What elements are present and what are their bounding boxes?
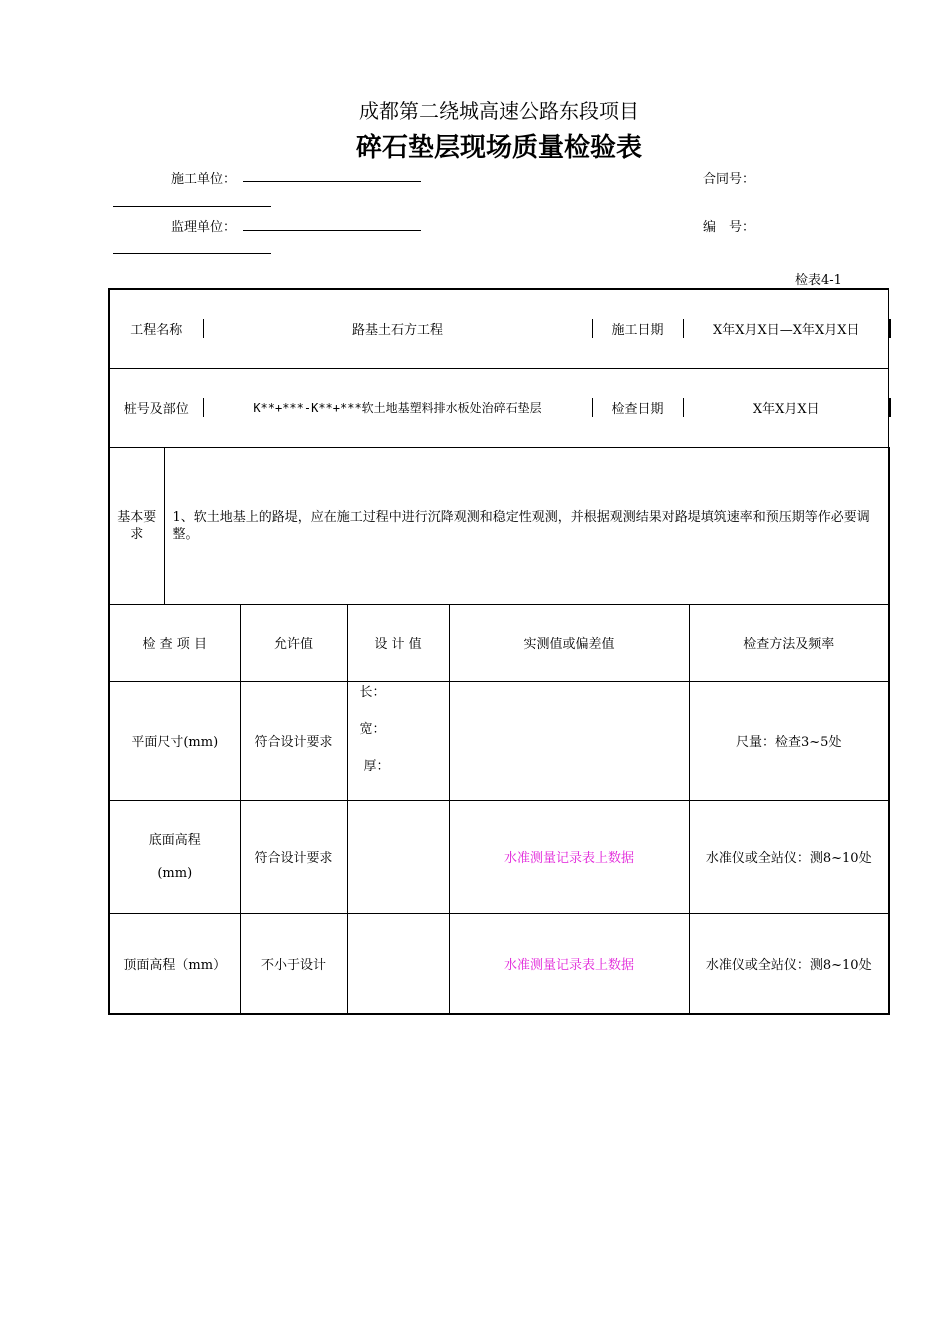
item-plane-size: 平面尺寸(mm): [109, 681, 240, 800]
supervision-unit-label: 监理单位：: [171, 220, 237, 235]
method-value: 水准仪或全站仪：测8~10处: [689, 913, 889, 1014]
design-dimensions[interactable]: [347, 681, 449, 800]
method-value: 尺量：检查3~5处: [689, 681, 889, 800]
table-row: [109, 913, 889, 1014]
measured-value[interactable]: 水准测量记录表上数据: [449, 913, 689, 1014]
item-bottom-elevation-unit: (mm): [157, 865, 193, 881]
construction-unit-field[interactable]: [243, 181, 421, 182]
info-row-station: [109, 368, 889, 447]
design-thickness-label: 厚：: [363, 758, 390, 774]
serial-no-label: 编 号：: [703, 220, 756, 235]
design-value[interactable]: [347, 800, 449, 913]
design-length-label: 长：: [359, 684, 386, 700]
header-design: 设 计 值: [347, 604, 449, 681]
item-bottom-elevation: [109, 800, 240, 913]
inspection-date-label: 检查日期: [592, 398, 683, 417]
inspection-date-value[interactable]: X年X月X日: [683, 398, 890, 417]
header-method: 检查方法及频率: [689, 604, 889, 681]
design-width-label: 宽：: [359, 721, 386, 737]
station-label: 桩号及部位: [110, 398, 203, 417]
page-title: 碎石垫层现场质量检验表: [355, 133, 642, 163]
table-row: [109, 800, 889, 913]
contract-no-field[interactable]: [113, 206, 271, 207]
project-name-label: 工程名称: [110, 319, 203, 338]
requirements-row: [109, 447, 889, 604]
allowed-value: 不小于设计: [240, 913, 347, 1014]
form-number: 检表4-1: [795, 273, 842, 288]
serial-no-field[interactable]: [113, 253, 271, 254]
project-name: 成都第二绕城高速公路东段项目: [359, 99, 639, 123]
requirements-label: 基本要求: [109, 447, 164, 604]
design-value[interactable]: [347, 913, 449, 1014]
contract-no-label: 合同号：: [703, 172, 756, 187]
header-item: 检 查 项 目: [109, 604, 240, 681]
station-value[interactable]: K**+***-K**+***软土地基塑料排水板处治碎石垫层: [203, 398, 592, 417]
construction-date-label: 施工日期: [592, 319, 683, 338]
method-value: 水准仪或全站仪：测8~10处: [689, 800, 889, 913]
inspection-table: [108, 288, 890, 1015]
header-measured: 实测值或偏差值: [449, 604, 689, 681]
allowed-value: 符合设计要求: [240, 800, 347, 913]
table-row: [109, 681, 889, 800]
project-name-value[interactable]: 路基土石方工程: [203, 319, 592, 338]
measured-value[interactable]: 水准测量记录表上数据: [449, 800, 689, 913]
construction-date-value[interactable]: X年X月X日—X年X月X日: [683, 319, 890, 338]
allowed-value: 符合设计要求: [240, 681, 347, 800]
construction-unit-label: 施工单位：: [171, 172, 237, 187]
item-top-elevation: 顶面高程（mm）: [109, 913, 240, 1014]
measured-value[interactable]: [449, 681, 689, 800]
requirements-text: 1、软土地基上的路堤，应在施工过程中进行沉降观测和稳定性观测，并根据观测结果对路堤填筑速率和预压期等作必要调整。: [164, 447, 889, 604]
info-row-project: [109, 289, 889, 368]
item-bottom-elevation-label: 底面高程: [148, 832, 201, 848]
column-header-row: [109, 604, 889, 681]
supervision-unit-field[interactable]: [243, 230, 421, 231]
header-allowed: 允许值: [240, 604, 347, 681]
